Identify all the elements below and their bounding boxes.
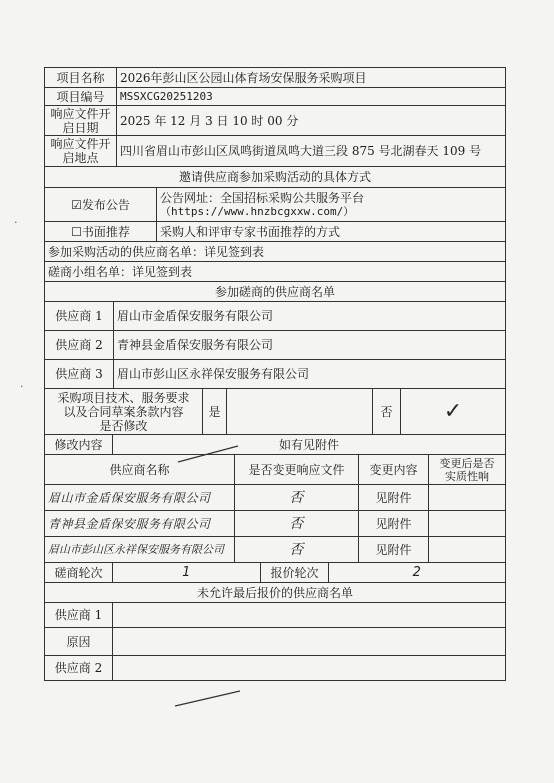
excluded-supplier1-label: 供应商 1 (45, 603, 113, 627)
changes-header-content: 变更内容 (359, 455, 429, 484)
supplier-name: 眉山市彭山区永祥保安服务有限公司 (117, 367, 310, 381)
modify-question-line2: 以及合同草案条款内容 (63, 404, 184, 419)
invite-heading: 邀请供应商参加采购活动的具体方式 (178, 170, 371, 184)
announce-site-line2: （https://www.hnzbcgxxw.com/） (160, 204, 355, 218)
changes-supplier-signature: 青神县金盾保安服务有限公司 (45, 511, 235, 536)
changes-content-value: 见附件 (359, 537, 429, 562)
supplier-name: 眉山市金盾保安服务有限公司 (117, 309, 274, 323)
dash-stroke-supplier1 (175, 691, 240, 706)
changes-changed-value: 否 (235, 511, 359, 536)
margin-mark: · (14, 216, 18, 229)
changes-changed-value: 否 (235, 485, 359, 510)
announce-site-line1: 公告网址：全国招标采购公共服务平台 (160, 190, 365, 205)
recommend-text: 采购人和评审专家书面推荐的方式 (160, 224, 341, 239)
changes-header-substantive-line2: 实质性响 (445, 469, 489, 483)
margin-mark: · (20, 380, 24, 393)
no-checkmark: ✓ (443, 398, 463, 424)
modify-question-line1: 采购项目技术、服务要求 (57, 390, 190, 405)
supplier-label: 供应商 1 (45, 302, 114, 330)
changes-content-value: 见附件 (359, 485, 429, 510)
supplier-label: 供应商 2 (45, 331, 114, 359)
open-date-label: 响应文件开启日期 (45, 106, 117, 135)
project-code-value: MSSXCG20251203 (120, 89, 213, 103)
attachment-note: 如有见附件 (278, 437, 339, 452)
project-name-value: 2026年彭山区公园山体育场安保服务采购项目 (120, 70, 367, 85)
supplier-name: 青神县金盾保安服务有限公司 (117, 338, 274, 352)
no-label: 否 (373, 389, 401, 434)
changes-header-name: 供应商名称 (45, 455, 235, 484)
dash-stroke-modify (178, 446, 238, 462)
excluded-supplier2-label: 供应商 2 (45, 656, 113, 680)
changes-header-changed: 是否变更响应文件 (235, 455, 359, 484)
changes-supplier-signature: 眉山市金盾保安服务有限公司 (45, 485, 235, 510)
open-date-value: 2025 年 12 月 3 日 10 时 00 分 (120, 113, 299, 128)
changes-supplier-signature: 眉山市彭山区永祥保安服务有限公司 (45, 537, 235, 562)
project-name-label: 项目名称 (45, 68, 117, 87)
changes-header-substantive-line1: 变更后是否 (439, 456, 495, 470)
changes-content-value: 见附件 (359, 511, 429, 536)
modify-content-label: 修改内容 (45, 435, 113, 454)
suppliers-heading: 参加磋商的供应商名单 (214, 284, 335, 299)
quote-round-label: 报价轮次 (261, 563, 329, 582)
open-place-value: 四川省眉山市彭山区凤鸣街道凤鸣大道三段 875 号北湖春天 109 号 (120, 144, 482, 158)
consult-round-value: 1 (113, 563, 261, 582)
open-place-label: 响应文件开启地点 (45, 136, 117, 166)
excluded-heading: 未允许最后报价的供应商名单 (196, 585, 353, 600)
announce-option: ☑发布公告 (45, 188, 157, 221)
recommend-option: ☐书面推荐 (45, 222, 157, 241)
changes-changed-value: 否 (235, 537, 359, 562)
yes-label: 是 (203, 389, 227, 434)
modify-question-line3: 是否修改 (99, 418, 148, 433)
excluded-reason-label: 原因 (45, 628, 113, 655)
quote-round-value: 2 (412, 564, 422, 580)
consult-round-label: 磋商轮次 (45, 563, 113, 582)
supplier-label: 供应商 3 (45, 360, 114, 388)
group-line: 磋商小组名单：详见签到表 (48, 264, 193, 279)
participants-line: 参加采购活动的供应商名单：详见签到表 (48, 244, 265, 259)
project-code-label: 项目编号 (45, 88, 117, 105)
